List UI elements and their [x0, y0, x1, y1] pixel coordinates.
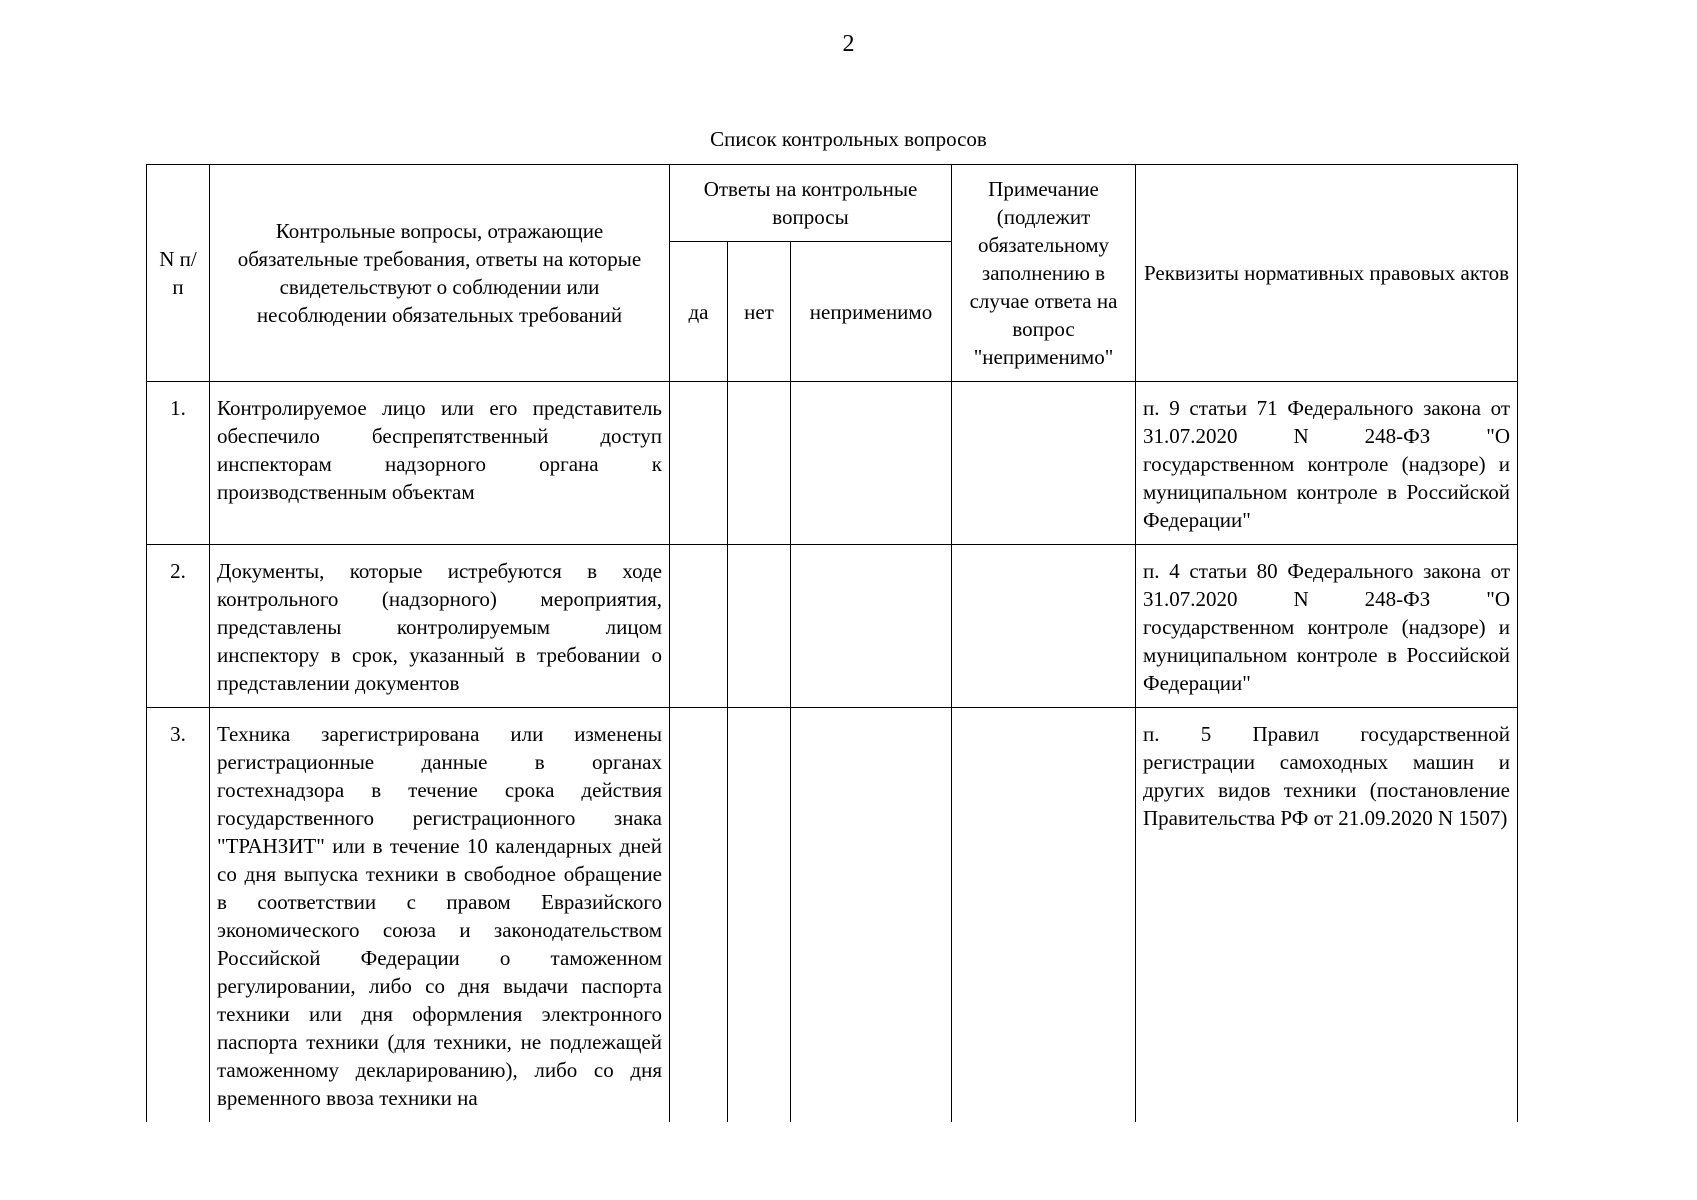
row-number: 1. — [147, 382, 210, 545]
answer-yes-cell[interactable] — [670, 545, 728, 708]
row-number: 3. — [147, 708, 210, 1123]
document-title: Список контрольных вопросов — [710, 127, 987, 151]
answer-no-cell[interactable] — [728, 382, 791, 545]
note-cell[interactable] — [952, 545, 1136, 708]
checklist-table — [146, 164, 1518, 1122]
row-question: Документы, которые истребуются в ходе контрольного (надзорного) мероприятия, представлены контролируемым лицом инспектору в срок, указанный в требовании о представлении документов — [210, 545, 670, 708]
header-note: Примечание (подлежит обязательному заполнению в случае ответа на вопрос "неприменимо" — [952, 165, 1136, 382]
row-question: Контролируемое лицо или его представитель обеспечило беспрепятственный доступ инспекторам надзорного органа к производственным объектам — [210, 382, 670, 545]
answer-yes-cell[interactable] — [670, 708, 728, 1123]
answer-no-cell[interactable] — [728, 708, 791, 1123]
answer-yes-cell[interactable] — [670, 382, 728, 545]
answer-no-cell[interactable] — [728, 545, 791, 708]
header-no: нет — [728, 242, 791, 382]
table-row — [147, 545, 1518, 708]
header-acts: Реквизиты нормативных правовых актов — [1136, 165, 1518, 382]
header-question: Контрольные вопросы, отражающие обязательные требования, ответы на которые свидетельствуют о соблюдении или несоблюдении обязательных требований — [210, 165, 670, 382]
header-num: N п/п — [147, 165, 210, 382]
table-row — [147, 708, 1518, 1123]
row-act: п. 4 статьи 80 Федерального закона от 31.07.2020 N 248-ФЗ "О государственном контроле (надзоре) и муниципальном контроле в Российской Федерации" — [1136, 545, 1518, 708]
header-yes: да — [670, 242, 728, 382]
header-answers: Ответы на контрольные вопросы — [670, 165, 952, 242]
header-na: неприменимо — [791, 242, 952, 382]
row-act: п. 5 Правил государственной регистрации самоходных машин и других видов техники (постановление Правительства РФ от 21.09.2020 N 1507) — [1136, 708, 1518, 1123]
answer-na-cell[interactable] — [791, 545, 952, 708]
row-number: 2. — [147, 545, 210, 708]
row-act: п. 9 статьи 71 Федерального закона от 31.07.2020 N 248-ФЗ "О государственном контроле (надзоре) и муниципальном контроле в Российской Федерации" — [1136, 382, 1518, 545]
answer-na-cell[interactable] — [791, 382, 952, 545]
note-cell[interactable] — [952, 708, 1136, 1123]
checklist-table-wrapper — [146, 164, 1518, 1149]
table-row — [147, 382, 1518, 545]
page-number: 2 — [842, 31, 855, 57]
note-cell[interactable] — [952, 382, 1136, 545]
header-row-top — [147, 165, 1518, 242]
row-question: Техника зарегистрирована или изменены регистрационные данные в органах гостехнадзора в течение срока действия государственного регистрационного знака "ТРАНЗИТ" или в течение 10 календарных дней со дня выпуска техники в свободное обращение в соответствии с правом Евразийского экономического союза и законодательством Российской Федерации о таможенном регулировании, либо со дня выдачи паспорта техники или дня оформления электронного паспорта техники (для техники, не подлежащей таможенному декларированию), либо со дня временного ввоза техники на — [210, 708, 670, 1123]
answer-na-cell[interactable] — [791, 708, 952, 1123]
